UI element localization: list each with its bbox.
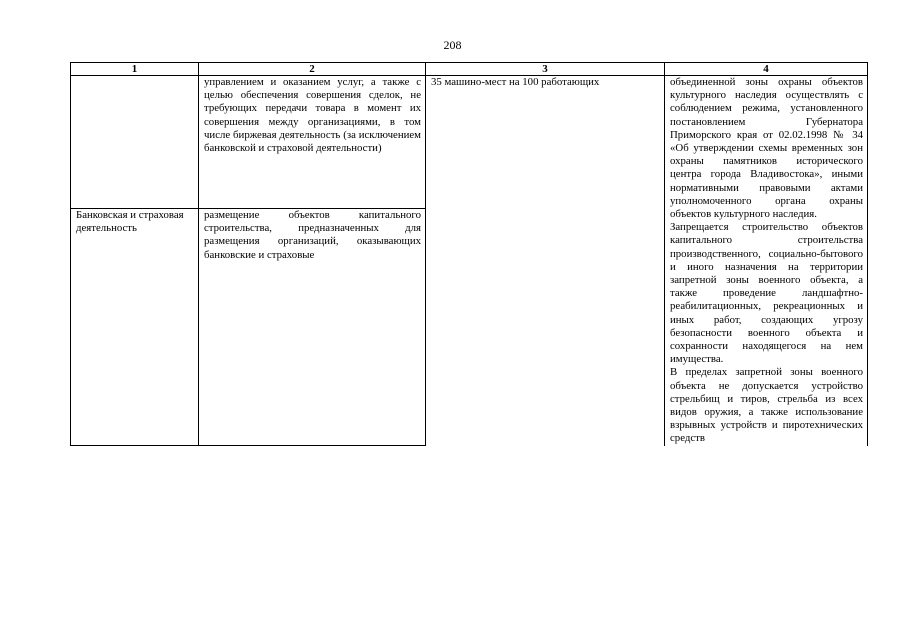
table-row [71, 76, 868, 209]
page-number: 208 [443, 38, 462, 52]
restrictions-cell [665, 76, 868, 446]
restrictions-paragraph-2: Запрещается строительство объектов капитального строительства производственного, социально-бытового и иного назначения на территории запретной зоны военного объекта, а также проведение ландшафтно-реабилитационных, рекреационных и иных работ, создающих угрозу безопасности военного объекта и сохранности находящегося на нем имущества. [670, 221, 863, 366]
restrictions-paragraph-3: В пределах запретной зоны военного объекта не допускается устройство стрельбищ и тиров, стрельба из всех видов оружия, а также использование взрывных устройств и пиротехнических средств [670, 366, 863, 445]
header-col-1: 1 [71, 63, 199, 76]
row1-col2: управлением и оказанием услуг, а также с целью обеспечения совершения сделок, не требующих передачи товара в момент их совершения между организациями, в том числе биржевая деятельность (за исключением банковской и страховой деятельности) [199, 76, 426, 209]
header-row [71, 63, 868, 76]
row1-col1 [71, 76, 199, 209]
header-col-4: 4 [665, 63, 868, 76]
zoning-table [70, 62, 868, 446]
parking-norm-cell: 35 машино-мест на 100 работающих [426, 76, 665, 446]
row2-col1: Банковская и страховая деятельность [71, 209, 199, 446]
restrictions-paragraph-1: объединенной зоны охраны объектов культурного наследия осуществлять с соблюдением режима, установленного постановлением Губернатора Приморского края от 02.02.1998 № 34 «Об утверждении схемы временных зон охраны памятников исторического центра города Владивостока», иными нормативными правовыми актами уполномоченного органа охраны объектов культурного наследия. [670, 76, 863, 221]
row2-col2: размещение объектов капитального строительства, предназначенных для размещения организаций, оказывающих банковские и страховые [199, 209, 426, 446]
header-col-2: 2 [199, 63, 426, 76]
header-col-3: 3 [426, 63, 665, 76]
